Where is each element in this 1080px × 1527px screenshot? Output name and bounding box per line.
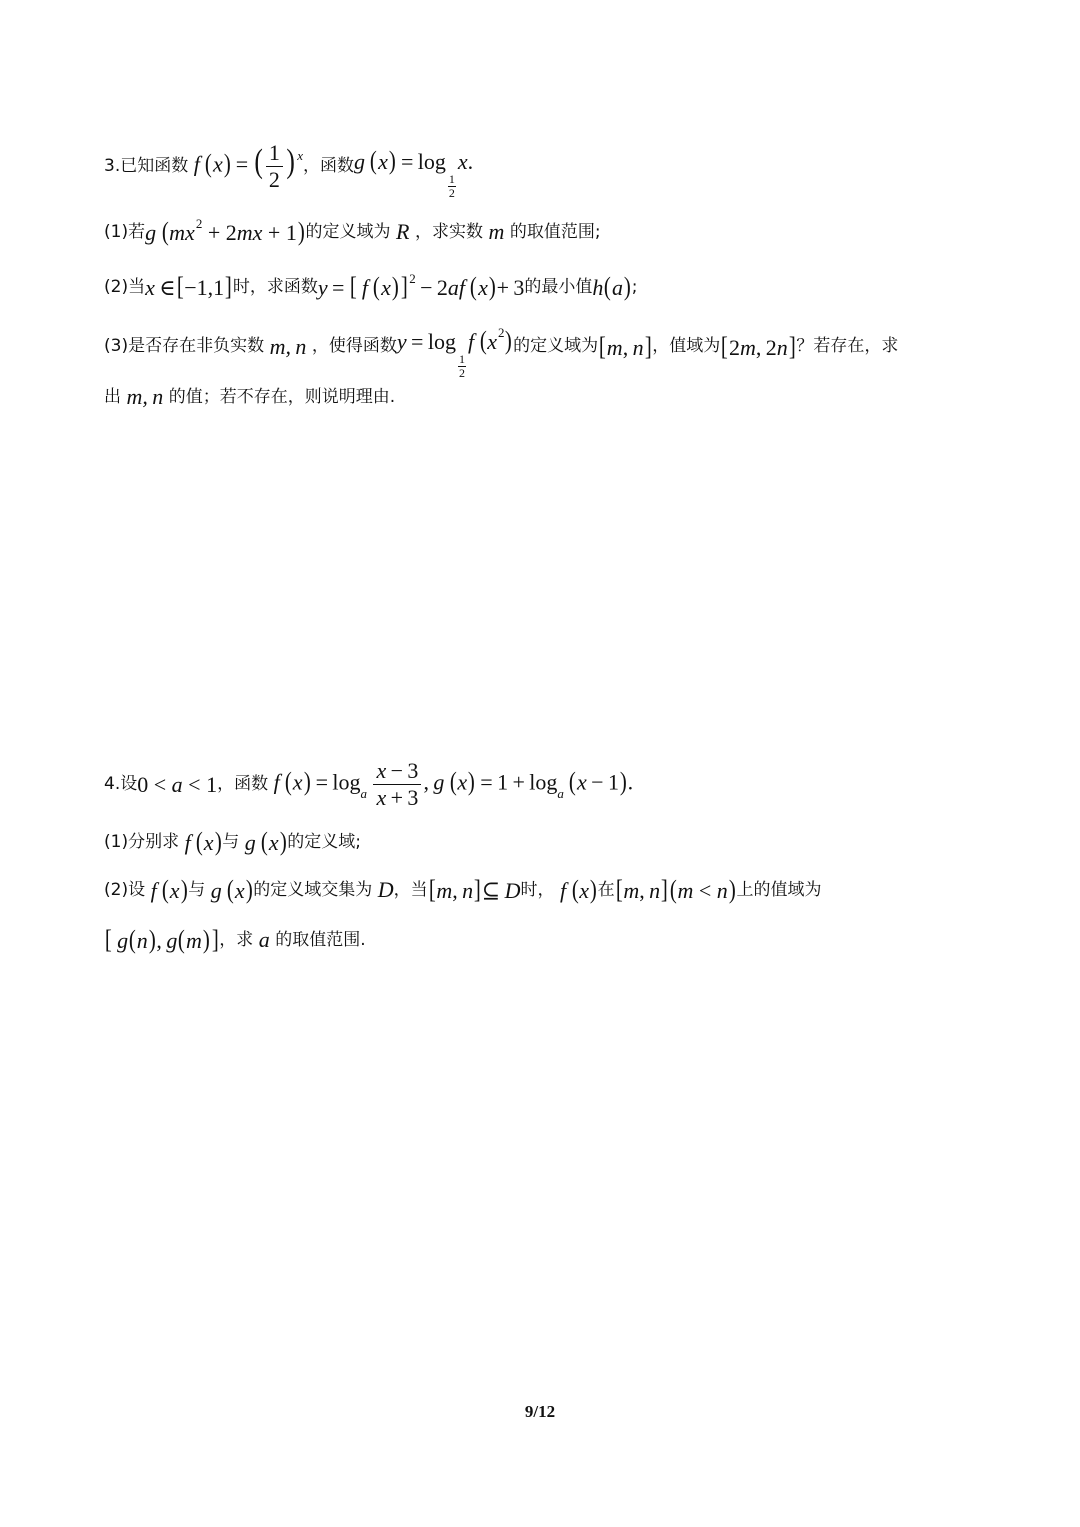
page-number: 9/12 [524,1402,556,1421]
q4-part2-line2: [ g(n), g(m)] ，求 a 的取值范围. [104,925,366,954]
q3-part3-line2: 出 m, n 的值；若不存在，则说明理由. [104,384,396,409]
q3-part1: (1)若 g $(mx^2 + 2mx + 1)$ 的定义域为 R ，求实数 m 的取值范围; [104,216,601,246]
q4-stem: 4.设 0 < a < 1 ，函数 f $(x) = \log_a$ $\frac{x - 3}{x + 3}$ , g $(x) = 1 + \log_a (x - 1)$. [104,758,634,810]
q4-part1: (1)分别求 f (x) 与 g (x) 的定义域; [104,827,361,856]
q3-part3: (3)是否存在非负实数 m, n ，使得函数 y = log $\frac{1}{2}$ f $(x^2)$ 的定义域为 [m, n] ，值域为 [2m, 2n] ？若存在，求 [104,325,899,380]
q3-stem: 3.已知函数 f (x) = ( $\frac{1}{2}$ ) $^x$ ，函数 g (x) = log $\frac{1}{2}$ x. [104,140,474,200]
q4-part2: (2)设 f (x) 与 g (x) 的定义域交集为 D ，当 [m, n]⊆ D 时， f (x) 在 [m, n](m < n) 上的值域为 [104,875,822,904]
q3-part2: (2)当 x ∈[−1,1] 时，求函数 y = [ f (x)] $^2$ − 2af (x)+ 3 的最小值 h(a) ; [104,271,638,301]
